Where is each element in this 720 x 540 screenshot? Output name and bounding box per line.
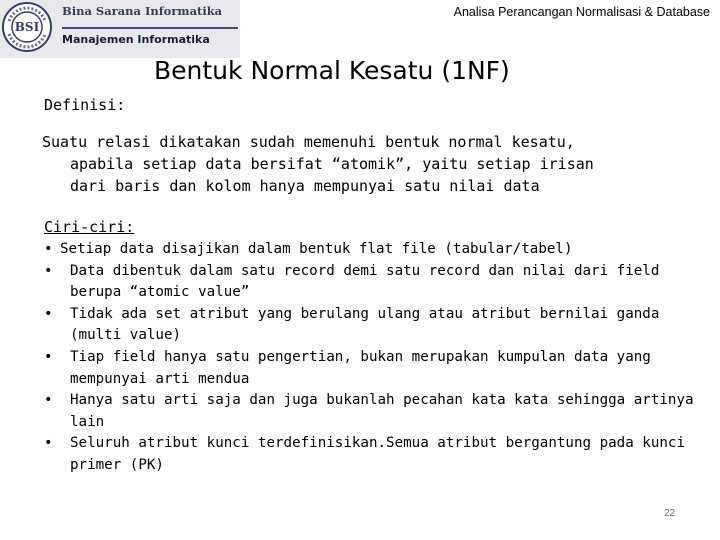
list-item-text: Seluruh atribut kunci terdefinisikan.Semua atribut bergantung pada kunci primer (PK) — [70, 435, 685, 473]
institution-logo — [0, 0, 240, 58]
definition-line: Suatu relasi dikatakan sudah memenuhi bentuk normal kesatu, — [42, 133, 575, 151]
definition-text — [42, 131, 714, 197]
slide-title: Bentuk Normal Kesatu (1NF) — [154, 56, 510, 85]
list-item-text: Hanya satu arti saja dan juga bukanlah pecahan kata kata sehingga artinya lain — [70, 392, 694, 430]
bullet-icon: • — [44, 305, 53, 322]
list-item-text: Tidak ada set atribut yang berulang ulang atau atribut bernilai ganda (multi value) — [70, 305, 660, 344]
list-item — [44, 433, 716, 476]
bullet-icon: • — [44, 262, 53, 279]
list-item — [44, 390, 716, 433]
list-item-text: Tiap field hanya satu pengertian, bukan merupakan kumpulan data yang mempunyai arti mendua — [70, 348, 651, 387]
definition-line: dari baris dan kolom hanya mempunyai satu nilai data — [70, 177, 540, 195]
logo-divider — [62, 27, 238, 29]
logo-department-name: Manajemen Informatika — [62, 33, 210, 46]
bullet-icon: • — [44, 348, 53, 365]
bullet-icon: • — [44, 392, 53, 409]
seal-text: BSI — [14, 20, 40, 34]
bsi-seal-icon — [1, 1, 53, 53]
list-item — [44, 261, 716, 304]
list-item — [44, 347, 716, 390]
list-item-text: Setiap data disajikan dalam bentuk flat file (tabular/tabel) — [60, 241, 573, 257]
bullet-icon: • — [44, 241, 53, 257]
definition-label: Definisi: — [44, 96, 126, 114]
definition-line: apabila setiap data bersifat “atomik”, yaitu setiap irisan — [70, 155, 594, 173]
course-title: Analisa Perancangan Normalisasi & Database — [453, 5, 710, 19]
list-item — [44, 304, 716, 347]
bullet-icon: • — [44, 435, 53, 452]
page-number: 22 — [664, 508, 676, 519]
list-item-text: Data dibentuk dalam satu record demi satu record dan nilai dari field berupa “atomic value” — [70, 262, 660, 301]
characteristics-label: Ciri-ciri: — [44, 218, 135, 236]
logo-institution-name: Bina Sarana Informatika — [62, 4, 223, 18]
list-item — [44, 239, 716, 261]
characteristics-list — [44, 239, 716, 477]
